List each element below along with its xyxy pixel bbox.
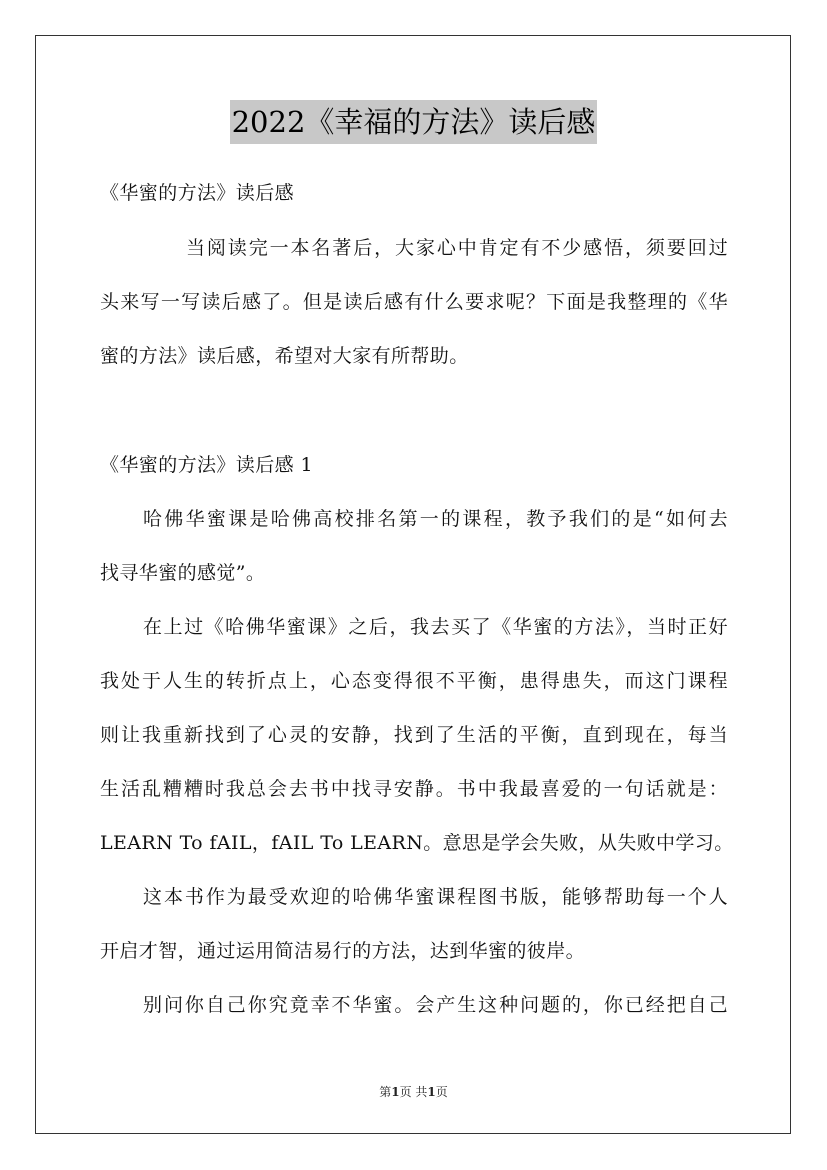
section-heading: 《华蜜的方法》读后感 bbox=[100, 182, 295, 204]
page-footer bbox=[0, 1082, 827, 1102]
paragraph-line: 这本书作为最受欢迎的哈佛华蜜课程图书版，能够帮助每一个人 bbox=[143, 886, 728, 908]
paragraph-line: 则让我重新找到了心灵的安静，找到了生活的平衡，直到现在，每当 bbox=[100, 724, 728, 746]
paragraph-line: 找寻华蜜的感觉”。 bbox=[100, 562, 266, 584]
footer-page-number: 1 bbox=[391, 1085, 400, 1099]
paragraph-line: LEARN To fAIL，fAIL To LEARN。意思是学会失败，从失败中学习。 bbox=[100, 832, 734, 854]
footer-suffix: 页 bbox=[435, 1085, 448, 1099]
document-title-wrap bbox=[0, 100, 827, 144]
footer-prefix: 第 bbox=[379, 1085, 392, 1099]
footer-total-pages: 1 bbox=[427, 1085, 436, 1099]
paragraph-line: 我处于人生的转折点上，心态变得很不平衡，患得患失，而这门课程 bbox=[100, 670, 728, 692]
paragraph-line: 当阅读完一本名著后，大家心中肯定有不少感悟，须要回过 bbox=[186, 237, 728, 259]
document-title: 2022《幸福的方法》读后感 bbox=[230, 100, 598, 144]
paragraph-line: 生活乱糟糟时我总会去书中找寻安静。书中我最喜爱的一句话就是： bbox=[100, 778, 728, 800]
paragraph-line: 开启才智，通过运用简洁易行的方法，达到华蜜的彼岸。 bbox=[100, 940, 586, 962]
paragraph-line: 在上过《哈佛华蜜课》之后，我去买了《华蜜的方法》，当时正好 bbox=[143, 616, 728, 638]
paragraph-line: 头来写一写读后感了。但是读后感有什么要求呢？下面是我整理的《华 bbox=[100, 291, 728, 313]
footer-mid: 页 共 bbox=[399, 1085, 428, 1099]
section-heading: 《华蜜的方法》读后感 1 bbox=[100, 454, 313, 476]
paragraph-line: 蜜的方法》读后感，希望对大家有所帮助。 bbox=[100, 345, 469, 367]
paragraph-line: 别问你自己你究竟幸不华蜜。会产生这种问题的，你已经把自己 bbox=[143, 994, 728, 1016]
paragraph-line: 哈佛华蜜课是哈佛高校排名第一的课程，教予我们的是“如何去 bbox=[143, 508, 728, 530]
